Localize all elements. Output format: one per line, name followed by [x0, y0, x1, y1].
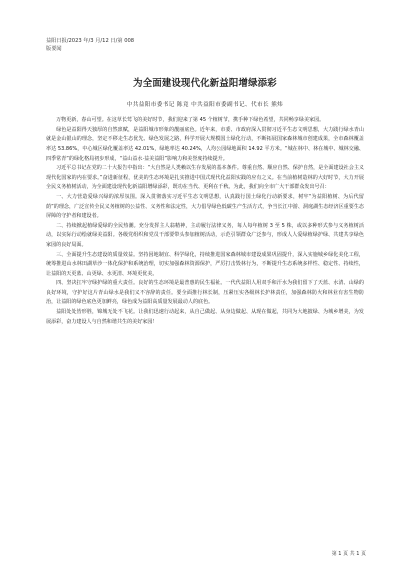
article-body: [46, 116, 364, 327]
source-line: 益阳日报/2023 年/3 月/12 日/第 008: [46, 38, 135, 44]
paragraph-4: 一、大力营造爱绿兴绿的浓厚氛围。深入贯彻落实习近平生态文明思想，认真践行国土绿化行动新要求，树牢“为益阳植树、为后代留荫”的理念，广泛宣传全民义务植树的公益性、义务性和法定性，大力倡导绿色低碳生产生活方式，争当长江中游、洞庭湖生态经济区重要生态屏障的守护者和建设者。: [46, 193, 364, 220]
paragraph-6: 三、全面提升生态建设的质量效益。坚持因地制宜、科学绿化，持续推进国家森林城市建设成果巩固提升，深入实施城乡绿化美化工程，统筹推进山水林田湖草沙一体化保护和系统治理，切实加强森林资源保护，严厉打击毁林行为，不断提升生态系统多样性、稳定性、持续性，让益阳的天更蓝、山更绿、水更清、环境更优美。: [46, 251, 364, 277]
paragraph-1: 万物更新，春山可望。在这草长莺飞的美好时节，我们迎来了第 45 个植树节，携手种下绿色希望，共同畅享绿美家园。: [56, 117, 325, 124]
article-title: 为全面建设现代化新益阳增绿添彩: [133, 78, 277, 90]
article-byline: 中共益阳市委书记 陈竟 中共益阳市委副书记、代市长 熊炜: [126, 102, 284, 109]
section-label: 版要闻: [46, 45, 62, 52]
paragraph-5: 二、持续掀起植绿爱绿的全民热潮。充分发挥主人翁精神，主动履行法律义务，每人每年植树 3 至 5 株，或以多种形式参与义务植树活动，以实际行动绘就绿美益阳。各级党组织和党员干部要带头参加植树活动，示范引领群众广泛参与，形成人人爱绿植绿护绿、共建共享绿色家园的良好局面。: [46, 222, 364, 248]
page-number: 第 1 页 共 1 页: [331, 551, 366, 557]
paragraph-7: 四、坚决扛牢守绿护绿的重大责任。良好的生态环境是最普惠的民生福祉。一代代益阳人用双手和汗水为我们留下了天蓝、水清、山绿的良好环境，守护好这片青山绿水是我们义不容辞的责任。要全面推行林长制，压紧压实各级林长护林责任，加强森林防火和林业有害生物防治，让益阳的绿色底色更加鲜亮，绿色成为益阳高质量发展最动人的底色。: [46, 280, 364, 306]
document-meta: [46, 38, 364, 53]
paragraph-3: 习近平总书记在党的二十大报告中指出：“大自然是人类赖以生存发展的基本条件。尊重自然、顺应自然、保护自然，是全面建设社会主义现代化国家的内在要求。”奋进新征程，优美的生态环境是扎实推进中国式现代化益阳实践的应有之义。在当前植树造林的大好时节，大力开展全民义务植树活动，为全面建设现代化新益阳增绿添彩，既功在当代、更利在千秋。为此，我们向全市广大干部群众发出号召：: [46, 165, 364, 191]
paragraph-8: 益阳处处皆形胜，锦城无处不飞花。让我们迅速行动起来，从自己做起、从身边做起、从现在做起，共同为大地披绿、为城乡增美，为发展添彩，奋力建设人与自然和谐共生的美好家园！: [46, 309, 364, 325]
paragraph-2: 绿色是益阳得天独厚的自然禀赋，是益阳城市形象的靓丽底色。近年来，市委、市政府深入贯彻习近平生态文明思想，大力践行绿水青山就是金山银山的理念，坚定不移走生态优先、绿色发展之路，科学开展大规模国土绿化行动，不断拓展国家森林城市创建成果，全市森林覆盖率达 53.86%，中心城区绿化覆盖率达 42.01%，绿地率达 40.24%，人均公园绿地面积 14.92 平方米。“城在林中、林在城中、城林交融、四季常青”的绿化格局初步形成，“益山益水·益美益阳”影响力和美誉度持续提升。: [46, 126, 364, 162]
